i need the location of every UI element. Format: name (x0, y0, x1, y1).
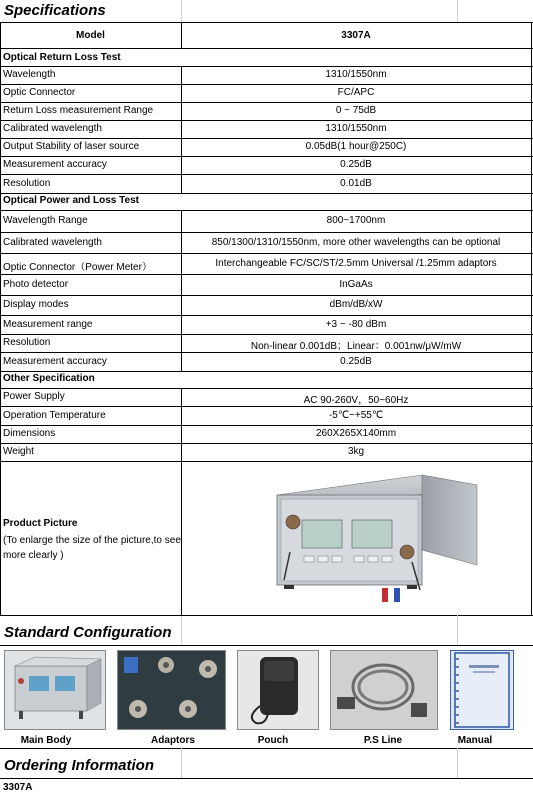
return-loss-title: Optical Return Loss Test (3, 52, 121, 63)
spec-label: Dimensions (3, 428, 56, 439)
spec-value: 1310/1550nm (325, 69, 387, 80)
spec-label: Return Loss measurement Range (3, 105, 154, 116)
spec-label: Resolution (3, 178, 51, 189)
border (0, 48, 533, 49)
border (0, 315, 533, 316)
spec-label: Optic Connector (3, 87, 76, 98)
manual-photo (450, 650, 514, 730)
border (0, 274, 533, 275)
spec-value: 260X265X140mm (315, 428, 397, 439)
ordering-model: 3307A (3, 782, 33, 793)
spec-value: -5℃~+55℃ (328, 410, 384, 421)
border (0, 352, 533, 353)
spec-label: Measurement range (3, 319, 93, 330)
grid-line (457, 0, 458, 22)
border (0, 210, 533, 211)
border (0, 295, 533, 296)
config-item-label: Pouch (257, 735, 289, 746)
border (0, 748, 533, 749)
border (0, 615, 533, 616)
border (0, 120, 533, 121)
config-item-label: Manual (457, 735, 493, 746)
border (0, 102, 533, 103)
spec-label: Measurement accuracy (3, 159, 107, 170)
spec-label: Calibrated wavelength (3, 123, 102, 134)
standard-config-title: Standard Configuration (4, 624, 172, 641)
spec-value: +3 ~ -80 dBm (325, 319, 387, 330)
grid-line (457, 615, 458, 645)
border (0, 443, 533, 444)
grid-line (181, 615, 182, 645)
spec-value: 0.25dB (340, 356, 372, 367)
spec-value: Interchangeable FC/SC/ST/2.5mm Universal /1.25mm adaptors (215, 258, 497, 269)
spec-value: 800~1700nm (326, 215, 386, 226)
adaptors-photo (117, 650, 226, 730)
border (0, 778, 533, 779)
spec-label: Operation Temperature (3, 410, 106, 421)
pouch-photo (237, 650, 319, 730)
spec-label: Power Supply (3, 391, 65, 402)
border (0, 371, 533, 372)
border (181, 210, 182, 371)
border (0, 425, 533, 426)
spec-value: 1310/1550nm (325, 123, 387, 134)
spec-label: Photo detector (3, 279, 69, 290)
spec-label: Resolution (3, 337, 51, 348)
spec-label: Display modes (3, 299, 69, 310)
spec-value: 850/1300/1310/1550nm, more other wavelengths can be optional (211, 237, 501, 248)
spec-value: 0 ~ 75dB (335, 105, 377, 116)
power-loss-title: Optical Power and Loss Test (3, 195, 139, 206)
config-item-label: Adaptors (151, 735, 195, 746)
border (0, 645, 533, 646)
spec-label: Output Stability of laser source (3, 141, 140, 152)
grid-line (181, 748, 182, 778)
spec-label: Wavelength (3, 69, 56, 80)
spec-value: Non-linear 0.001dB；Linear：0.001nw/μW/mW (250, 341, 462, 352)
product-picture-title: Product Picture (3, 518, 78, 529)
border (531, 22, 532, 616)
product-picture-note: (To enlarge the size of the picture,to see more clearly ) (3, 535, 181, 561)
border (0, 253, 533, 254)
border (0, 193, 533, 194)
border (0, 138, 533, 139)
config-item-label: Main Body (20, 735, 72, 746)
border (0, 22, 1, 616)
spec-value: AC 90-260V，50~60Hz (303, 395, 409, 406)
spec-value: 0.25dB (340, 159, 372, 170)
ordering-title: Ordering Information (4, 757, 154, 774)
border (0, 84, 533, 85)
config-item-label: P.S Line (363, 735, 403, 746)
model-label: Model (76, 30, 105, 41)
spec-value: 0.01dB (340, 178, 372, 189)
border (181, 388, 182, 616)
other-spec-title: Other Specification (3, 373, 95, 384)
spec-label: Measurement accuracy (3, 356, 107, 367)
spec-value: InGaAs (339, 279, 373, 290)
border (0, 174, 533, 175)
ps-line-photo (330, 650, 438, 730)
product-photo (272, 470, 486, 610)
model-value: 3307A (341, 30, 371, 41)
border (0, 334, 533, 335)
grid-line (181, 0, 182, 22)
border (0, 232, 533, 233)
main-body-photo (4, 650, 106, 730)
spec-label: Weight (3, 446, 34, 457)
spec-label: Calibrated wavelength (3, 237, 102, 248)
spec-value: 0.05dB(1 hour@250C) (305, 141, 407, 152)
border (0, 66, 533, 67)
specifications-title: Specifications (4, 2, 106, 19)
border (0, 406, 533, 407)
border (0, 461, 533, 462)
border (181, 66, 182, 193)
border (0, 22, 533, 23)
spec-value: FC/APC (337, 87, 375, 98)
border (0, 156, 533, 157)
spec-value: dBm/dB/xW (329, 299, 383, 310)
grid-line (457, 748, 458, 778)
spec-label: Wavelength Range (3, 215, 88, 226)
border (181, 22, 182, 48)
spec-label: Optic Connector（Power Meter） (3, 262, 152, 273)
spec-value: 3kg (347, 446, 365, 457)
border (0, 388, 533, 389)
